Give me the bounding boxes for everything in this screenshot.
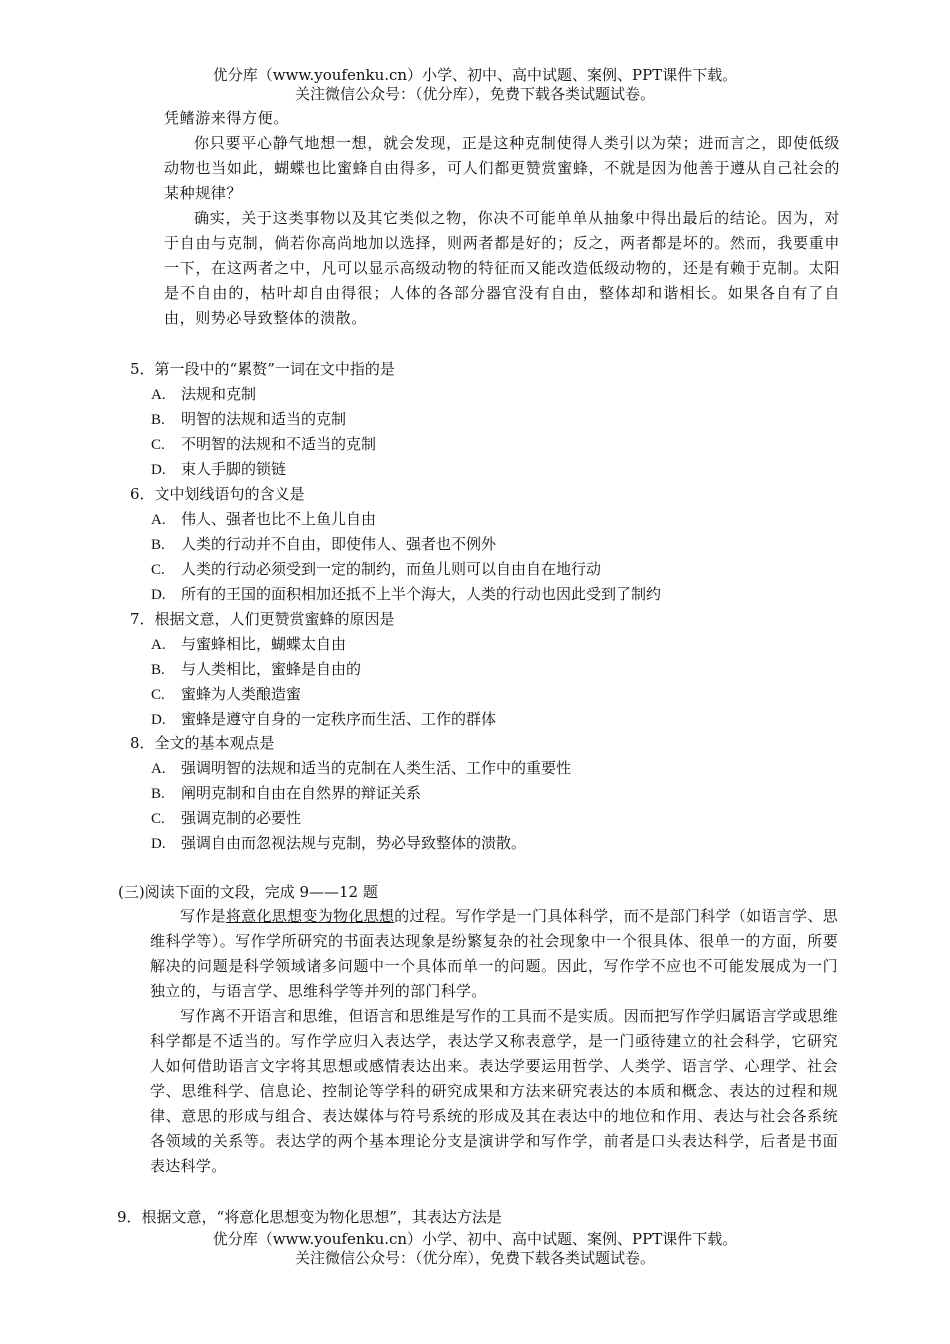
question-5-option-a — [151, 383, 256, 404]
question-8-stem: 8．全文的基本观点是 — [130, 734, 275, 752]
question-8-option-a — [151, 757, 571, 778]
question-5-option-c — [151, 433, 376, 454]
option-text: 强调自由而忽视法规与克制，势必导致整体的溃散。 — [181, 834, 527, 852]
option-letter: C. — [151, 562, 165, 578]
passage-1-para-0: 凭鳍游来得方便。 — [164, 109, 289, 127]
option-text: 明智的法规和适当的克制 — [181, 410, 347, 428]
option-text: 人类的行动并不自由，即使伟人、强者也不例外 — [181, 535, 497, 553]
option-letter: B. — [151, 786, 165, 802]
question-7-option-d — [151, 708, 496, 729]
option-letter: C. — [151, 811, 165, 827]
question-9-stem: 9．根据文意，“将意化思想变为物化思想”，其表达方法是 — [117, 1208, 502, 1226]
option-text: 强调克制的必要性 — [181, 809, 302, 827]
question-5-stem: 5．第一段中的“累赘”一词在文中指的是 — [130, 360, 395, 378]
passage-2-para-2: 写作离不开语言和思维，但语言和思维是写作的工具而不是实质。因而把写作学归属语言学或思维科学都是不适当的。写作学应归入表达学，表达学又称表意学，是一门亟待建立的社会科学，它研究人如何借助语言文字将其思想或感情表达出来。表达学要运用哲学、人类学、语言学、心理学、社会学、思维科学、信息论、控制论等学科的研究成果和方法来研究表达的本质和概念、表达的过程和规律、意思的形成与组合、表达媒体与符号系统的形成及其在表达中的地位和作用、表达与社会各系统各领域的关系等。表达学的两个基本理论分支是演讲学和写作学，前者是口头表达科学，后者是书面表达科学。 — [150, 1007, 838, 1175]
option-text: 人类的行动必须受到一定的制约，而鱼儿则可以自由自在地行动 — [181, 560, 602, 578]
passage-1-para-1: 你只要平心静气地想一想，就会发现，正是这种克制使得人类引以为荣；进而言之，即使低级动物也当如此，蝴蝶也比蜜蜂自由得多，可人们都更赞赏蜜蜂，不就是因为他善于遵从自己社会的某种规律？ — [164, 134, 840, 202]
option-letter: D. — [151, 462, 166, 478]
option-letter: D. — [151, 836, 166, 852]
option-text: 阐明克制和自由在自然界的辩证关系 — [181, 784, 422, 802]
page-footer — [0, 1230, 950, 1268]
option-text: 强调明智的法规和适当的克制在人类生活、工作中的重要性 — [181, 759, 572, 777]
option-text: 与蜜蜂相比，蝴蝶太自由 — [181, 635, 347, 653]
passage-1-para-2: 确实，关于这类事物以及其它类似之物，你决不可能单单从抽象中得出最后的结论。因为，对于自由与克制，倘若你高尚地加以选择，则两者都是好的；反之，两者都是坏的。然而，我要重申一下，在这两者之中，凡可以显示高级动物的特征而又能改造低级动物的，还是有赖于克制。太阳是不自由的，枯叶却自由得很；人体的各部分器官没有自由，整体却和谐相长。如果各自有了自由，则势必导致整体的溃散。 — [164, 209, 840, 327]
option-text: 蜜蜂是遵守自身的一定秩序而生活、工作的群体 — [181, 710, 497, 728]
question-8-option-d — [151, 832, 526, 853]
question-7-stem: 7．根据文意，人们更赞赏蜜蜂的原因是 — [130, 610, 395, 628]
option-letter: A. — [151, 512, 166, 528]
header-line-1: 优分库（www.youfenku.cn）小学、初中、高中试题、案例、PPT课件下载。 — [212, 66, 738, 84]
option-text: 伟人、强者也比不上鱼儿自由 — [181, 510, 377, 528]
passage-2-para-1 — [150, 904, 838, 1004]
option-letter: C. — [151, 687, 165, 703]
option-letter: A. — [151, 637, 166, 653]
question-7-option-c — [151, 683, 301, 704]
question-5-option-b — [151, 408, 346, 429]
option-letter: A. — [151, 387, 166, 403]
header-line-2: 关注微信公众号：（优分库），免费下载各类试题试卷。 — [294, 85, 655, 103]
option-text: 束人手脚的锁链 — [181, 460, 287, 478]
question-7-option-b — [151, 658, 361, 679]
question-6-stem: 6．文中划线语句的含义是 — [130, 485, 305, 503]
para-1-lead: 写作是 — [180, 907, 226, 925]
option-letter: D. — [151, 587, 166, 603]
question-5-option-d — [151, 458, 286, 479]
option-text: 与人类相比，蜜蜂是自由的 — [181, 660, 362, 678]
option-letter: B. — [151, 412, 165, 428]
question-6-option-d — [151, 583, 661, 604]
footer-line-1: 优分库（www.youfenku.cn）小学、初中、高中试题、案例、PPT课件下载。 — [212, 1230, 738, 1248]
question-7-option-a — [151, 633, 346, 654]
option-letter: D. — [151, 712, 166, 728]
section-3-title: (三)阅读下面的文段，完成 9——12 题 — [118, 883, 378, 901]
passage-1 — [164, 106, 840, 331]
underlined-phrase: 将意化思想变为物化思想 — [225, 907, 395, 925]
question-8-option-c — [151, 807, 301, 828]
footer-line-2: 关注微信公众号：（优分库），免费下载各类试题试卷。 — [294, 1249, 655, 1267]
option-letter: B. — [151, 662, 165, 678]
question-6-option-c — [151, 558, 601, 579]
option-letter: B. — [151, 537, 165, 553]
passage-2 — [150, 904, 838, 1179]
option-letter: C. — [151, 437, 165, 453]
page-header — [0, 66, 950, 104]
option-letter: A. — [151, 761, 166, 777]
option-text: 法规和克制 — [181, 385, 257, 403]
option-text: 所有的王国的面积相加还抵不上半个海大，人类的行动也因此受到了制约 — [181, 585, 662, 603]
para-1-rest: 的过程。写作学是一门具体科学，而不是部门科学（如语言学、思维科学等）。写作学所研究的书面表达现象是纷繁复杂的社会现象中一个很具体、很单一的方面，所要解决的问题是科学领域诸多问题中一个具体而单一的问题。因此，写作学不应也不可能发展成为一门独立的，与语言学、思维科学等并列的部门科学。 — [150, 907, 838, 1000]
question-6-option-b — [151, 533, 496, 554]
option-text: 不明智的法规和不适当的克制 — [181, 435, 377, 453]
option-text: 蜜蜂为人类酿造蜜 — [181, 685, 302, 703]
question-8-option-b — [151, 782, 421, 803]
question-6-option-a — [151, 508, 376, 529]
